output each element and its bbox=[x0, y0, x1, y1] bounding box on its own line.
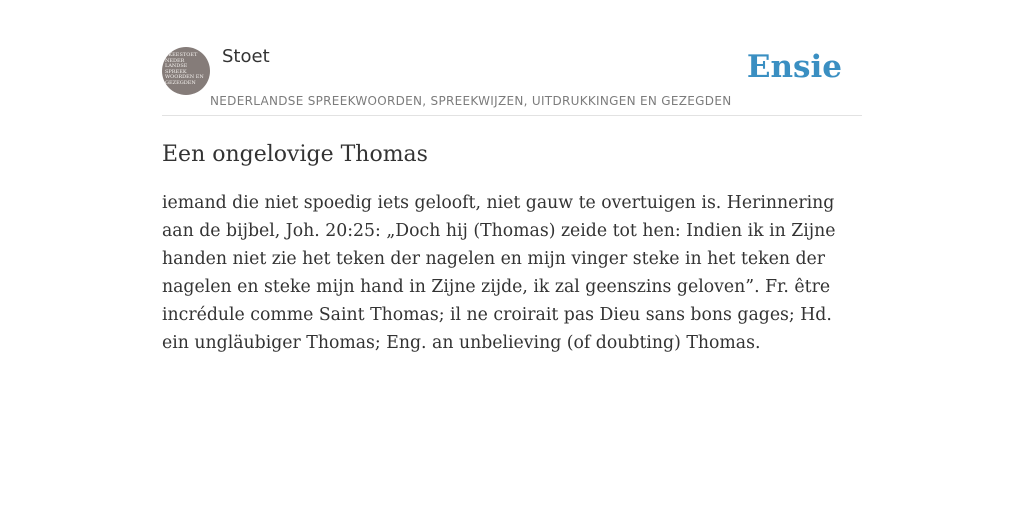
source-avatar[interactable] bbox=[162, 47, 210, 95]
entry-card bbox=[162, 40, 862, 357]
entry-definition: iemand die niet spoedig iets gelooft, niet gauw te overtuigen is. Herinnering aan de bijbel, Joh. 20:25: „Doch hij (Thomas) zeide tot hen: Indien ik in Zijne handen niet zie het teken der nagelen en mijn vinger steke in het teken der nagelen en steke mijn hand in Zijne zijde, ik zal geenszins geloven”. Fr. être incrédule comme Saint Thomas; il ne croirait pas Dieu sans bons gages; Hd. ein ungläubiger Thomas; Eng. an unbelieving (of doubting) Thomas. bbox=[162, 193, 836, 353]
source-subtitle: NEDERLANDSE SPREEKWOORDEN, SPREEKWIJZEN, UITDRUKKINGEN EN GEZEGDEN bbox=[210, 94, 732, 108]
avatar-text-line: SKEESTOET bbox=[165, 52, 198, 58]
ensie-logo-link[interactable]: Ensie bbox=[746, 49, 842, 85]
avatar-text-line: SPREEK bbox=[165, 68, 187, 75]
entry-title: Een ongelovige Thomas bbox=[162, 142, 428, 167]
avatar-text-line: NEDER bbox=[165, 57, 185, 64]
source-header bbox=[162, 40, 862, 116]
avatar-text-line: WOORDEN EN bbox=[165, 74, 204, 80]
avatar-text-line: LANDSE bbox=[165, 63, 188, 69]
source-name-link[interactable]: Stoet bbox=[222, 46, 270, 67]
avatar-text-line: GEZEGDEN bbox=[165, 79, 196, 86]
